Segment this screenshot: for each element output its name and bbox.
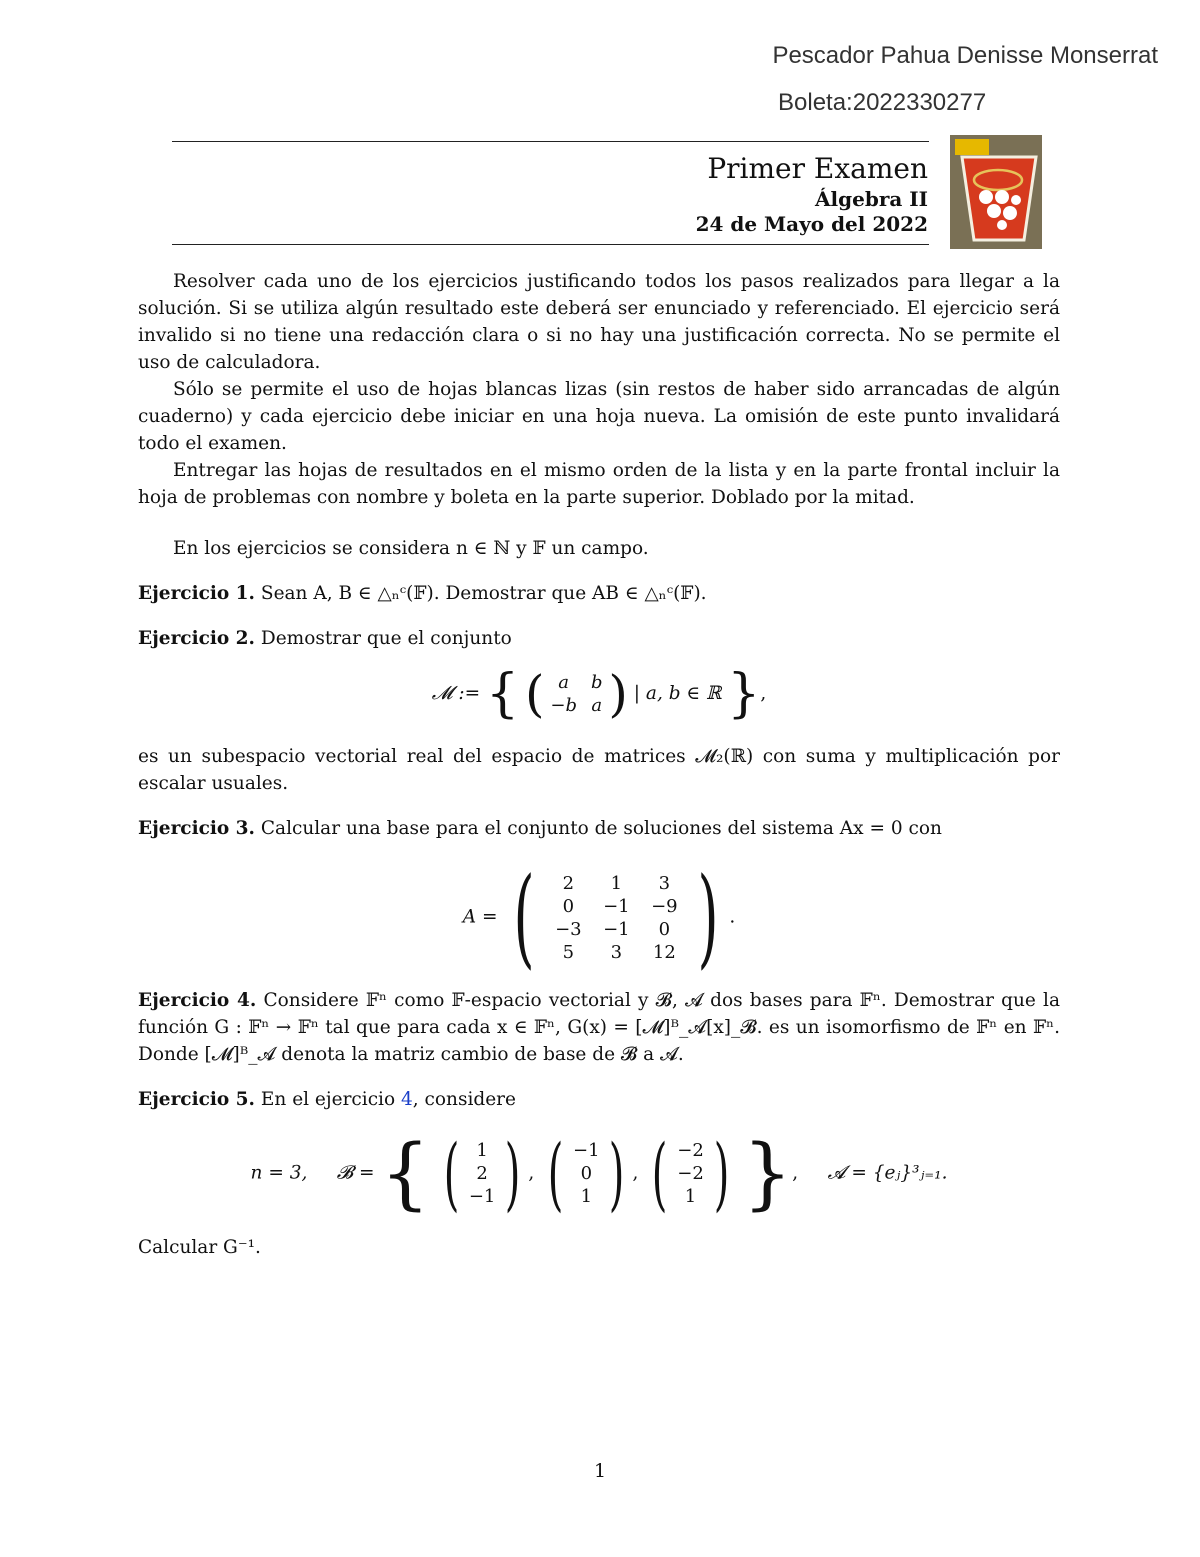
exercise-5-final: Calcular G⁻¹.: [138, 1237, 261, 1258]
exam-title: Primer Examen: [707, 152, 928, 185]
vector-cell: −1: [468, 1186, 496, 1207]
matrix-cell: 3: [658, 872, 671, 894]
exercise-2: [138, 625, 1060, 652]
vector-cell: −2: [677, 1163, 704, 1184]
exercise-4-label: Ejercicio 4.: [138, 990, 257, 1011]
exercise-2-matrix: [550, 672, 602, 716]
exam-date: 24 de Mayo del 2022: [695, 212, 928, 236]
left-paren: (: [524, 665, 545, 723]
basis-vector-2: [571, 1140, 601, 1207]
set-lhs: 𝓜 :=: [431, 683, 481, 704]
exercise-3-text: Calcular una base para el conjunto de soluciones del sistema Ax = 0 con: [260, 818, 942, 839]
vector-cell: 1: [684, 1186, 697, 1207]
exercise-2-set: 𝓜 := { ( a b −b a ) | a, b ∈ ℝ },: [431, 664, 767, 724]
matrix-cell: a: [591, 695, 603, 716]
exercise-2-after: es un subespacio vectorial real del espacio de matrices 𝓜₂(ℝ) con suma y multiplicación por escalar usuales.: [138, 746, 1060, 794]
exercise-4-text: Considere 𝔽ⁿ como 𝔽-espacio vectorial y 𝓑, 𝓐 dos bases para 𝔽ⁿ. Demostrar que la función G : 𝔽ⁿ → 𝔽ⁿ tal que para cada x ∈ 𝔽ⁿ, G(x) = [𝓜]ᴮ_𝓐[x]_𝓑. es un isomorfismo de 𝔽ⁿ en 𝔽ⁿ. Donde [𝓜]ᴮ_𝓐 denota la matriz cambio de base de 𝓑 a 𝓐.: [138, 990, 1060, 1065]
vector-cell: 2: [476, 1163, 488, 1184]
student-id: Boleta:2022330277: [778, 89, 987, 116]
matrix-cell: a: [558, 672, 570, 693]
context-statement: En los ejercicios se considera n ∈ ℕ y 𝔽 un campo.: [173, 538, 649, 559]
matrix-cell: 0: [562, 895, 575, 917]
left-brace: {: [380, 1128, 431, 1219]
matrix-cell: 0: [658, 918, 671, 940]
exercise-2-label: Ejercicio 2.: [138, 628, 255, 649]
vector-right-paren: ): [609, 1127, 625, 1220]
header-bottom-rule: [172, 244, 929, 245]
exercise-1-text: Sean A, B ∈ △ₙᶜ(𝔽). Demostrar que AB ∈ △ₙᶜ(𝔽).: [260, 583, 707, 604]
exercise-5-text-post: , considere: [412, 1089, 516, 1110]
vector-left-paren: (: [652, 1127, 668, 1220]
instruction-paragraph-1: Resolver cada uno de los ejercicios justificando todos los pasos realizados para llegar a la solución. Si se utiliza algún resultado este deberá ser enunciado y referenciado. El ejercicio será invalido si no tiene una redacción clara o si no hay una justificación correcta. No se permite el uso de calculadora.: [138, 271, 1060, 373]
exercise-5-text-pre: En el ejercicio: [260, 1089, 396, 1110]
header-top-rule: [172, 141, 929, 142]
matrix-cell: −3: [555, 918, 582, 940]
vector-cell: −1: [573, 1140, 600, 1161]
right-brace: }: [727, 664, 761, 724]
exercise-3: [138, 815, 1060, 842]
exercise-5: [138, 1086, 1060, 1113]
instruction-paragraph-3: Entregar las hojas de resultados en el mismo orden de la lista y en la parte frontal incluir la hoja de problemas con nombre y boleta en la parte superior. Doblado por la mitad.: [138, 460, 1060, 508]
exercise-3-matrix-eq: A = ( 2 1 3 0 −1 −9 −3 −1 0 5 3 12 ) .: [462, 855, 736, 980]
left-brace: {: [485, 664, 520, 724]
b-lhs: 𝓑 =: [336, 1162, 375, 1184]
matrix-cell: b: [590, 672, 603, 693]
exercise-1-label: Ejercicio 1.: [138, 583, 255, 604]
matrix-cell: 12: [652, 941, 676, 963]
exercise-2-text: Demostrar que el conjunto: [260, 628, 512, 649]
vector-cell: −2: [677, 1140, 704, 1161]
vector-cell: 1: [580, 1186, 593, 1207]
matrix-cell: 3: [610, 941, 623, 963]
vector-right-paren: ): [713, 1127, 729, 1220]
matrix-lhs: A =: [462, 906, 498, 928]
vector-cell: 0: [580, 1163, 593, 1184]
instruction-paragraph-2: Sólo se permite el uso de hojas blancas lizas (sin restos de haber sido arrancadas de algún cuaderno) y cada ejercicio debe iniciar en una hoja nueva. La omisión de este punto invalidará todo el examen.: [138, 379, 1060, 454]
n-equals: n = 3,: [250, 1162, 308, 1184]
exercise-3-matrix: [551, 873, 681, 963]
right-paren: ): [608, 665, 628, 723]
matrix-cell: 5: [562, 941, 575, 963]
matrix-cell: −1: [603, 918, 630, 940]
vector-cell: 1: [476, 1140, 488, 1161]
matrix-cell: 2: [562, 872, 575, 894]
right-brace: }: [742, 1128, 793, 1219]
exercise-3-label: Ejercicio 3.: [138, 818, 255, 839]
matrix-cell: −1: [603, 895, 630, 917]
exercise-4-reference-link[interactable]: 4: [401, 1089, 413, 1110]
set-condition: | a, b ∈ ℝ: [633, 683, 722, 704]
page-number: 1: [593, 1460, 607, 1482]
exam-subject: Álgebra II: [815, 187, 928, 211]
matrix-cell: −b: [550, 695, 577, 716]
exercise-5-data: n = 3, 𝓑 = { ( 1 2 −1 ) , ( −1 0 1 ) , ( −2 −2 1 ) }, 𝓐 = {eⱼ}³ⱼ₌₁.: [250, 1127, 948, 1220]
vector-left-paren: (: [443, 1127, 460, 1220]
exercise-4: [138, 987, 1060, 1068]
exercise-1: [138, 580, 1060, 607]
exercise-5-label: Ejercicio 5.: [138, 1089, 255, 1110]
basis-vector-1: [467, 1140, 497, 1207]
matrix-cell: 1: [610, 872, 623, 894]
basis-vector-3: [676, 1140, 706, 1207]
vector-left-paren: (: [547, 1127, 564, 1220]
right-paren: ): [697, 855, 719, 980]
left-paren: (: [513, 855, 535, 980]
matrix-cell: −9: [651, 895, 678, 917]
vector-right-paren: ): [504, 1127, 521, 1220]
esfm-logo: [950, 135, 1042, 249]
a-basis: 𝓐 = {eⱼ}³ⱼ₌₁.: [827, 1162, 948, 1184]
student-name: Pescador Pahua Denisse Monserrat: [772, 42, 1158, 69]
